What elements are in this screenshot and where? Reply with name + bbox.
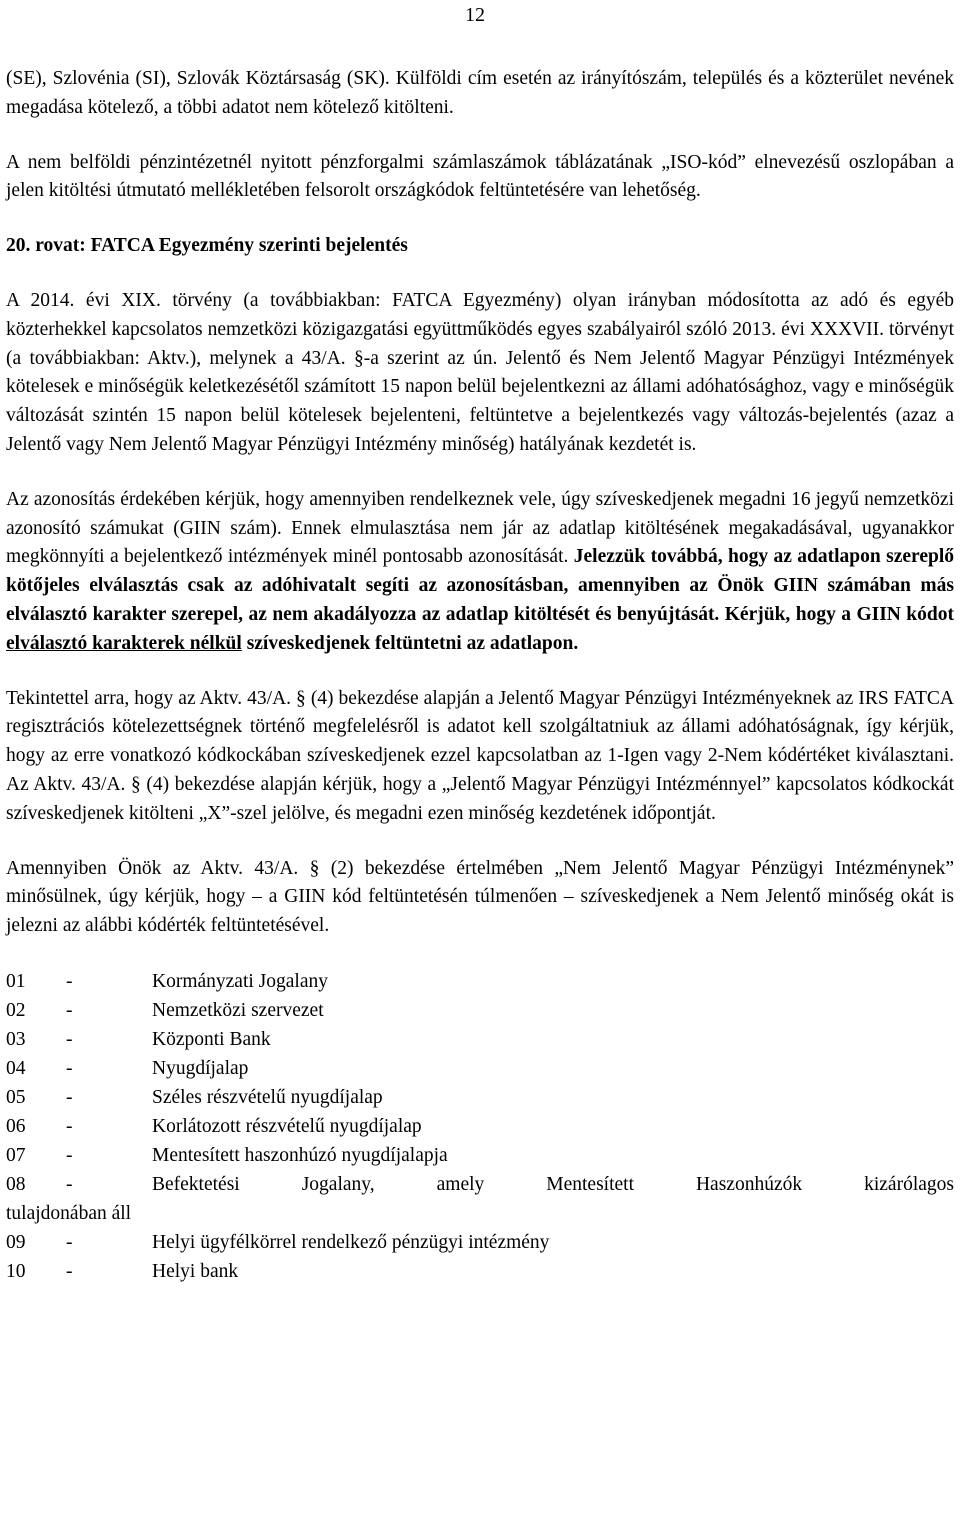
code-dash: -: [66, 1028, 73, 1050]
paragraph-iso-code: A nem belföldi pénzintézetnél nyitott pénzforgalmi számlaszámok táblázatának „ISO-kód” elnevezésű oszlopában a jelen kitöltési útmutató mellékletében felsorolt országkódok feltüntetésére van lehetőség.: [6, 151, 954, 202]
giin-bold-text: Jelezzük továbbá, hogy az adatlapon szereplő kötőjeles elválasztás csak az adóhivatalt segíti az azonosításban, amennyiben az Önök GIIN számában más elválasztó karakter szerepel, az nem akadályozza az adatlap kitöltését és benyújtását. Kérjük, hogy a GIIN kódot: [6, 546, 954, 625]
code-number: 08: [6, 1173, 26, 1195]
paragraph-non-reporting: Amennyiben Önök az Aktv. 43/A. § (2) bekezdése értelmében „Nem Jelentő Magyar Pénzügyi Intézménynek” minősülnek, úgy kérjük, hogy – a GIIN kód feltüntetésén túlmenően – szíveskedjenek a Nem Jelentő minőség okát is jelezni az alábbi kódérték feltüntetésével.: [6, 857, 954, 937]
code-number: 06: [6, 1115, 26, 1137]
code-number: 05: [6, 1086, 26, 1108]
paragraph-irs-registration: Tekintettel arra, hogy az Aktv. 43/A. § (4) bekezdése alapján a Jelentő Magyar Pénzügyi Intézményeknek az IRS FATCA regisztrációs kötelezettségnek történő megfelelésről is adatot kell szolgáltatniuk az állami adóhatóságnak, így kérjük, hogy az erre vonatkozó kódkockában szíveskedjenek ezzel kapcsolatban az 1-Igen vagy 2-Nem kódértéket kiválasztani. Az Aktv. 43/A. § (4) bekezdése alapján kérjük, hogy a „Jelentő Magyar Pénzügyi Intézménnyel” kapcsolatos kódkockát szíveskedjenek kitölteni „X”-szel jelölve, és megadni ezen minőség kezdetének időpontját.: [6, 687, 954, 824]
code-dash: -: [66, 1115, 73, 1137]
code-list-item: [6, 1025, 954, 1054]
code-label: Mentesített haszonhúzó nyugdíjalapja: [152, 1144, 448, 1166]
paragraph-fatca-agreement: A 2014. évi XIX. törvény (a továbbiakban: FATCA Egyezmény) olyan irányban módosította az adó és egyéb közterhekkel kapcsolatos nemzetközi közigazgatási együttműködés egyes szabályairól szóló 2013. évi XXXVII. törvényt (a továbbiakban: Aktv.), melynek a 43/A. §-a szerint az ún. Jelentő és Nem Jelentő Magyar Pénzügyi Intézmények kötelesek e minőségük keletkezésétől számított 15 napon belül bejelentkezni az állami adóhatósághoz, vagy e minőségük változását szintén 15 napon belül kötelesek bejelenteni, feltüntetve a bejelentkezés vagy változás-bejelentés (azaz a Jelentő vagy Nem Jelentő Magyar Pénzügyi Intézmény minőség) hatályának kezdetét is.: [6, 289, 954, 455]
code-dash: -: [66, 1086, 73, 1108]
code-list-item: [6, 1170, 954, 1228]
code-number: 04: [6, 1057, 26, 1079]
giin-underlined-text: elválasztó karakterek nélkül: [6, 632, 242, 654]
code-dash: -: [66, 1231, 73, 1253]
code-dash: -: [66, 1144, 73, 1166]
code-dash: -: [66, 1260, 73, 1282]
section-heading: 20. rovat: FATCA Egyezmény szerinti bejelentés: [6, 235, 408, 257]
code-list-item: [6, 1228, 954, 1257]
code-label: Központi Bank: [152, 1028, 271, 1050]
code-dash: -: [66, 999, 73, 1021]
code-label: Korlátozott részvételű nyugdíjalap: [152, 1115, 422, 1137]
code-list: [6, 967, 954, 1286]
paragraph-giin: [6, 486, 954, 659]
code-number: 03: [6, 1028, 26, 1050]
page-number: 12: [465, 4, 485, 26]
code-number: 02: [6, 999, 26, 1021]
code-list-item: [6, 1054, 954, 1083]
code-dash: -: [66, 970, 73, 992]
code-list-item: [6, 996, 954, 1025]
code-label: Helyi ügyfélkörrel rendelkező pénzügyi intézmény: [152, 1231, 550, 1253]
paragraph-foreign-address: (SE), Szlovénia (SI), Szlovák Köztársaság (SK). Külföldi cím esetén az irányítószám, település és a közterület nevének megadása kötelező, a többi adatot nem kötelező kitölteni.: [6, 68, 954, 118]
code-list-item: [6, 967, 954, 996]
document-body: [6, 65, 954, 1286]
code-number: 09: [6, 1231, 26, 1253]
code-list-item: [6, 1112, 954, 1141]
code-number: 10: [6, 1260, 26, 1282]
code-list-item: [6, 1141, 954, 1170]
code-list-item: [6, 1083, 954, 1112]
code-label: Befektetési Jogalany, amely Mentesített Haszonhúzók kizárólagos: [152, 1173, 954, 1195]
code-label: Helyi bank: [152, 1260, 239, 1282]
giin-bold-text-end: szíveskedjenek feltüntetni az adatlapon.: [246, 632, 579, 654]
code-number: 07: [6, 1144, 26, 1166]
code-dash: -: [66, 1057, 73, 1079]
giin-normal-text: Az azonosítás érdekében kérjük, hogy amennyiben rendelkeznek vele, úgy szíveskedjenek megadni 16 jegyű nemzetközi azonosító számukat (GIIN szám). Ennek elmulasztása nem jár az adatlap kitöltésének megakadásával, ugyanakkor megkönnyíti a bejelentkező intézmények minél pontosabb azonosítását.: [6, 488, 954, 568]
code-label: Széles részvételű nyugdíjalap: [152, 1086, 383, 1108]
code-label: Nemzetközi szervezet: [152, 999, 324, 1021]
code-dash: -: [66, 1173, 73, 1195]
code-label: Kormányzati Jogalany: [152, 970, 328, 992]
code-list-item: [6, 1257, 954, 1286]
code-label: Nyugdíjalap: [152, 1057, 249, 1079]
code-number: 01: [6, 970, 26, 992]
code-label-continuation: tulajdonában áll: [6, 1202, 132, 1224]
